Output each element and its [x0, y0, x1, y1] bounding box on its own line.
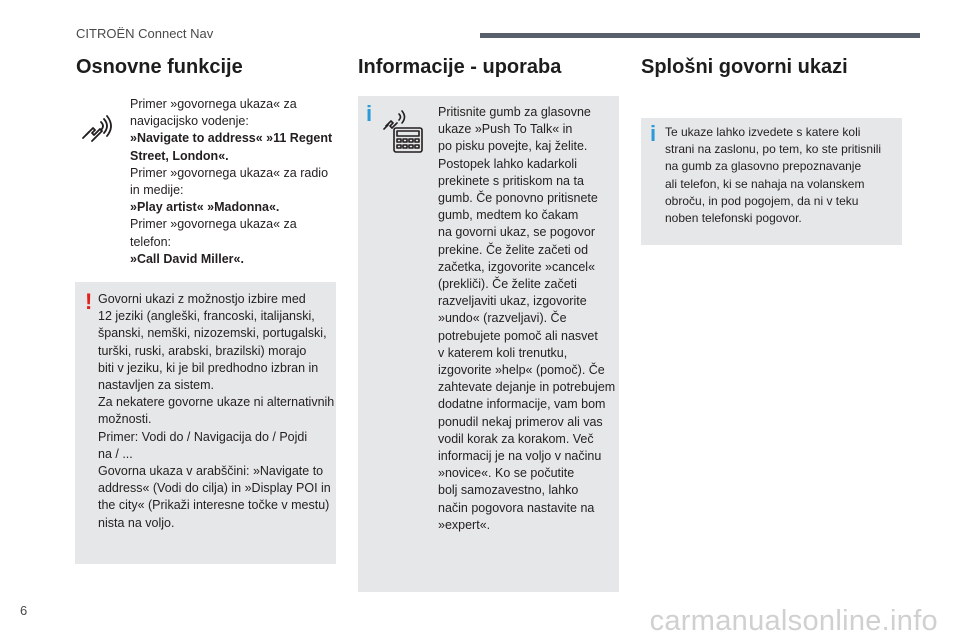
text-line: biti v jeziku, ki je bil predhodno izbran in	[98, 360, 319, 375]
manual-header-title: CITROËN Connect Nav	[76, 26, 214, 41]
text-line: prekine. Če želite začeti od	[438, 242, 589, 257]
text-line: gumb, medtem ko čakam	[438, 208, 579, 223]
warning-icon: !	[85, 289, 93, 314]
text-line: nastavljen za sistem.	[98, 378, 215, 393]
text-line: in medije:	[130, 183, 184, 198]
page-number: 6	[20, 603, 28, 618]
text-line: Te ukaze lahko izvedete s katere koli	[665, 125, 861, 139]
voice-keypad-icon	[382, 108, 426, 154]
text-line: ponudil nekaj primerov ali vas	[438, 414, 603, 429]
text-line: Primer »govornega ukaza« za radio	[130, 165, 329, 180]
text-line: Primer »govornega ukaza« za	[130, 97, 297, 111]
text-line: informacij je na voljo v načinu	[438, 449, 602, 464]
text-line: (prekliči). Če želite začeti	[438, 277, 577, 292]
text-line: možnosti.	[98, 412, 152, 427]
text-line: 12 jeziki (angleški, francoski, italijanski,	[98, 309, 315, 324]
text-line: »Navigate to address« »11 Regent	[130, 131, 333, 146]
text-line: Postopek lahko kadarkoli	[438, 156, 577, 171]
text-line: Primer »govornega ukaza« za	[130, 217, 297, 232]
text-line: vodil korak za korakom. Več	[438, 431, 594, 446]
text-line: Govorni ukazi z možnostjo izbire med	[98, 292, 306, 306]
text-line: po pisku povejte, kaj želite.	[438, 139, 588, 154]
text-line: način pogovora nastavite na	[438, 500, 595, 515]
usage-instructions	[438, 104, 615, 534]
voice-command-icon	[80, 110, 116, 144]
text-line: ali telefon, ki se nahaja na volanskem	[665, 176, 865, 191]
languages-note	[98, 291, 334, 532]
text-line: »expert«.	[438, 517, 491, 532]
text-line: »Call David Miller«.	[130, 251, 244, 266]
text-line: »Play artist« »Madonna«.	[130, 200, 280, 215]
text-line: obroču, in pod pogojem, da ni v teku	[665, 193, 859, 208]
text-line: the city« (Prikaži interesne točke v mestu)	[98, 498, 330, 513]
text-line: turški, ruski, arabski, brazilski) morajo	[98, 343, 307, 358]
text-line: Pritisnite gumb za glasovne	[438, 105, 591, 119]
text-line: zahtevate dejanje in potrebujem	[438, 380, 616, 395]
text-line: izgovorite »help« (pomoč). Če	[438, 363, 605, 378]
header-bar	[480, 33, 920, 38]
text-line: nista na voljo.	[98, 515, 175, 530]
text-line: na gumb za glasovno prepoznavanje	[665, 159, 862, 174]
info-icon: i	[650, 123, 657, 146]
basic-functions-examples	[130, 96, 332, 268]
text-line: »undo« (razveljavi). Če	[438, 311, 567, 326]
text-line: španski, nemški, nizozemski, portugalski,	[98, 326, 327, 341]
text-line: »novice«. Ko se počutite	[438, 466, 575, 481]
text-line: začetka, izgovorite »cancel«	[438, 259, 596, 274]
section-title-basic-functions: Osnovne funkcije	[76, 56, 243, 78]
text-line: address« (Vodi do cilja) in »Display POI in	[98, 481, 331, 496]
general-commands-text	[665, 124, 881, 227]
text-line: Street, London«.	[130, 148, 229, 163]
text-line: potrebujete pomoč ali nasvet	[438, 328, 598, 343]
text-line: Govorna ukaza v arabščini: »Navigate to	[98, 464, 324, 479]
text-line: telefon:	[130, 234, 172, 249]
text-line: Primer: Vodi do / Navigacija do / Pojdi	[98, 429, 308, 444]
text-line: razveljaviti ukaz, izgovorite	[438, 294, 587, 309]
text-line: strani na zaslonu, po tem, ko ste pritisnili	[665, 142, 882, 157]
info-icon: i	[366, 103, 373, 126]
text-line: prekinete s pritiskom na ta	[438, 173, 584, 188]
text-line: Za nekatere govorne ukaze ni alternativnih	[98, 395, 335, 410]
text-line: navigacijsko vodenje:	[130, 114, 249, 129]
text-line: na / ...	[98, 446, 133, 461]
watermark: carmanualsonline.info	[649, 605, 938, 637]
text-line: v katerem koli trenutku,	[438, 345, 568, 360]
text-line: bolj samozavestno, lahko	[438, 483, 579, 498]
text-line: na govorni ukaz, se pogovor	[438, 225, 596, 240]
text-line: ukaze »Push To Talk« in	[438, 122, 573, 137]
text-line: gumb. Če ponovno pritisnete	[438, 191, 598, 206]
section-title-general-voice-commands: Splošni govorni ukazi	[641, 56, 848, 78]
section-title-information-usage: Informacije - uporaba	[358, 56, 562, 78]
text-line: dodatne informacije, vam bom	[438, 397, 606, 412]
text-line: noben telefonski pogovor.	[665, 211, 802, 226]
